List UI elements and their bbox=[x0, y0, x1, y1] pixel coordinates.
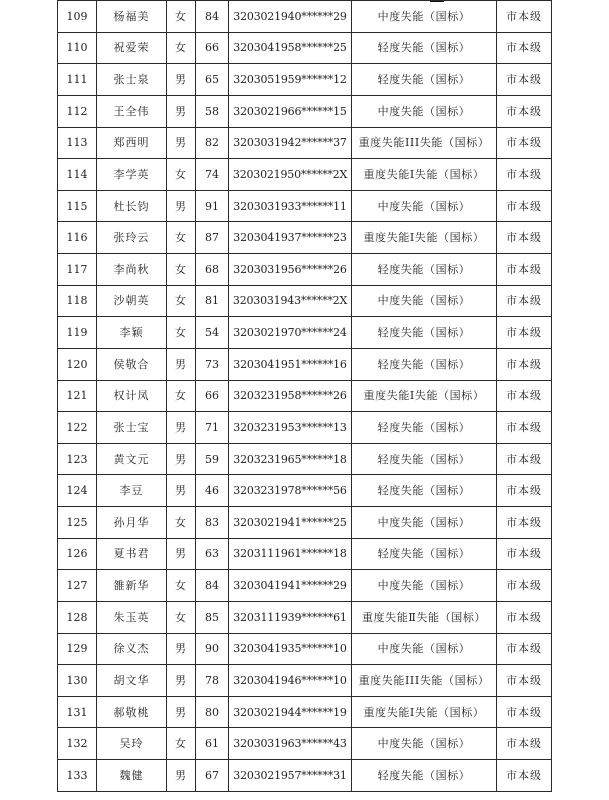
id-number-cell: 3203041937******23 bbox=[229, 222, 352, 254]
jurisdiction-cell: 市本级 bbox=[497, 601, 552, 633]
table-row bbox=[58, 665, 552, 697]
id-number-cell: 3203021970******24 bbox=[229, 317, 352, 349]
jurisdiction-cell: 市本级 bbox=[497, 159, 552, 191]
disability-level-cell: 轻度失能（国标） bbox=[352, 538, 497, 570]
age-cell: 84 bbox=[196, 1, 229, 33]
person-name-cell: 雒新华 bbox=[97, 570, 167, 602]
disability-level-cell: 重度失能Ⅰ失能（国标） bbox=[352, 696, 497, 728]
jurisdiction-cell: 市本级 bbox=[497, 696, 552, 728]
id-number-cell: 3203031943******2X bbox=[229, 285, 352, 317]
row-number-cell: 116 bbox=[58, 222, 97, 254]
row-number-cell: 131 bbox=[58, 696, 97, 728]
disability-level-cell: 中度失能（国标） bbox=[352, 507, 497, 539]
gender-cell: 女 bbox=[167, 1, 196, 33]
table-row bbox=[58, 570, 552, 602]
person-name-cell: 徐义杰 bbox=[97, 633, 167, 665]
id-number-cell: 3203051959******12 bbox=[229, 64, 352, 96]
jurisdiction-cell: 市本级 bbox=[497, 475, 552, 507]
row-number-cell: 119 bbox=[58, 317, 97, 349]
disability-level-cell: 轻度失能（国标） bbox=[352, 32, 497, 64]
table-row bbox=[58, 285, 552, 317]
disability-level-cell: 中度失能（国标） bbox=[352, 285, 497, 317]
table-row bbox=[58, 1, 552, 33]
disability-level-cell: 重度失能III失能（国标） bbox=[352, 665, 497, 697]
age-cell: 68 bbox=[196, 254, 229, 286]
person-name-cell: 黄文元 bbox=[97, 443, 167, 475]
person-name-cell: 张士宝 bbox=[97, 412, 167, 444]
table-row bbox=[58, 127, 552, 159]
table-row bbox=[58, 190, 552, 222]
id-number-cell: 3203231978******56 bbox=[229, 475, 352, 507]
gender-cell: 女 bbox=[167, 159, 196, 191]
jurisdiction-cell: 市本级 bbox=[497, 1, 552, 33]
age-cell: 91 bbox=[196, 190, 229, 222]
id-number-cell: 3203021941******25 bbox=[229, 507, 352, 539]
id-number-cell: 3203041935******10 bbox=[229, 633, 352, 665]
id-number-cell: 3203021957******31 bbox=[229, 760, 352, 792]
age-cell: 90 bbox=[196, 633, 229, 665]
table-row bbox=[58, 95, 552, 127]
table-row bbox=[58, 633, 552, 665]
person-name-cell: 胡文华 bbox=[97, 665, 167, 697]
disability-level-cell: 重度失能Ⅰ失能（国标） bbox=[352, 159, 497, 191]
jurisdiction-cell: 市本级 bbox=[497, 254, 552, 286]
disability-level-cell: 轻度失能（国标） bbox=[352, 443, 497, 475]
table-row bbox=[58, 475, 552, 507]
gender-cell: 女 bbox=[167, 601, 196, 633]
age-cell: 59 bbox=[196, 443, 229, 475]
table-row bbox=[58, 32, 552, 64]
table-row bbox=[58, 348, 552, 380]
disability-list-table bbox=[57, 0, 552, 792]
age-cell: 81 bbox=[196, 285, 229, 317]
person-name-cell: 张士泉 bbox=[97, 64, 167, 96]
age-cell: 84 bbox=[196, 570, 229, 602]
id-number-cell: 3203021966******15 bbox=[229, 95, 352, 127]
age-cell: 65 bbox=[196, 64, 229, 96]
age-cell: 85 bbox=[196, 601, 229, 633]
row-number-cell: 121 bbox=[58, 380, 97, 412]
row-number-cell: 124 bbox=[58, 475, 97, 507]
table-row bbox=[58, 696, 552, 728]
disability-level-cell: 中度失能（国标） bbox=[352, 728, 497, 760]
gender-cell: 女 bbox=[167, 317, 196, 349]
row-number-cell: 126 bbox=[58, 538, 97, 570]
id-number-cell: 3203231958******26 bbox=[229, 380, 352, 412]
id-number-cell: 3203041951******16 bbox=[229, 348, 352, 380]
id-number-cell: 3203041946******10 bbox=[229, 665, 352, 697]
person-name-cell: 王全伟 bbox=[97, 95, 167, 127]
row-number-cell: 120 bbox=[58, 348, 97, 380]
gender-cell: 女 bbox=[167, 254, 196, 286]
age-cell: 73 bbox=[196, 348, 229, 380]
gender-cell: 男 bbox=[167, 760, 196, 792]
row-number-cell: 129 bbox=[58, 633, 97, 665]
age-cell: 80 bbox=[196, 696, 229, 728]
disability-level-cell: 重度失能III失能（国标） bbox=[352, 127, 497, 159]
disability-level-cell: 中度失能（国标） bbox=[352, 190, 497, 222]
age-cell: 74 bbox=[196, 159, 229, 191]
person-name-cell: 李尚秋 bbox=[97, 254, 167, 286]
table-row bbox=[58, 317, 552, 349]
row-number-cell: 113 bbox=[58, 127, 97, 159]
jurisdiction-cell: 市本级 bbox=[497, 507, 552, 539]
jurisdiction-cell: 市本级 bbox=[497, 95, 552, 127]
disability-level-cell: 重度失能Ⅱ失能（国标） bbox=[352, 601, 497, 633]
person-name-cell: 郑西明 bbox=[97, 127, 167, 159]
jurisdiction-cell: 市本级 bbox=[497, 665, 552, 697]
id-number-cell: 3203041958******25 bbox=[229, 32, 352, 64]
gender-cell: 女 bbox=[167, 728, 196, 760]
jurisdiction-cell: 市本级 bbox=[497, 570, 552, 602]
person-name-cell: 李学英 bbox=[97, 159, 167, 191]
id-number-cell: 3203231953******13 bbox=[229, 412, 352, 444]
row-number-cell: 112 bbox=[58, 95, 97, 127]
age-cell: 63 bbox=[196, 538, 229, 570]
row-number-cell: 123 bbox=[58, 443, 97, 475]
age-cell: 46 bbox=[196, 475, 229, 507]
table-row bbox=[58, 254, 552, 286]
age-cell: 78 bbox=[196, 665, 229, 697]
gender-cell: 男 bbox=[167, 443, 196, 475]
age-cell: 71 bbox=[196, 412, 229, 444]
table-row bbox=[58, 64, 552, 96]
person-name-cell: 祝爱荣 bbox=[97, 32, 167, 64]
gender-cell: 女 bbox=[167, 32, 196, 64]
table-body bbox=[58, 1, 552, 792]
gender-cell: 男 bbox=[167, 696, 196, 728]
disability-level-cell: 重度失能Ⅰ失能（国标） bbox=[352, 222, 497, 254]
gender-cell: 男 bbox=[167, 633, 196, 665]
jurisdiction-cell: 市本级 bbox=[497, 538, 552, 570]
jurisdiction-cell: 市本级 bbox=[497, 127, 552, 159]
table-row bbox=[58, 222, 552, 254]
jurisdiction-cell: 市本级 bbox=[497, 348, 552, 380]
row-number-cell: 132 bbox=[58, 728, 97, 760]
gender-cell: 女 bbox=[167, 285, 196, 317]
disability-level-cell: 轻度失能（国标） bbox=[352, 348, 497, 380]
person-name-cell: 吴玲 bbox=[97, 728, 167, 760]
age-cell: 83 bbox=[196, 507, 229, 539]
jurisdiction-cell: 市本级 bbox=[497, 728, 552, 760]
person-name-cell: 杨福美 bbox=[97, 1, 167, 33]
person-name-cell: 侯敬合 bbox=[97, 348, 167, 380]
disability-level-cell: 轻度失能（国标） bbox=[352, 760, 497, 792]
gender-cell: 男 bbox=[167, 127, 196, 159]
table-row bbox=[58, 538, 552, 570]
age-cell: 66 bbox=[196, 32, 229, 64]
row-number-cell: 110 bbox=[58, 32, 97, 64]
jurisdiction-cell: 市本级 bbox=[497, 222, 552, 254]
table-row bbox=[58, 728, 552, 760]
row-number-cell: 118 bbox=[58, 285, 97, 317]
id-number-cell: 3203031933******11 bbox=[229, 190, 352, 222]
table-row bbox=[58, 760, 552, 792]
id-number-cell: 3203021950******2X bbox=[229, 159, 352, 191]
jurisdiction-cell: 市本级 bbox=[497, 317, 552, 349]
row-number-cell: 111 bbox=[58, 64, 97, 96]
row-number-cell: 128 bbox=[58, 601, 97, 633]
gender-cell: 男 bbox=[167, 95, 196, 127]
table-row bbox=[58, 507, 552, 539]
person-name-cell: 权计凤 bbox=[97, 380, 167, 412]
id-number-cell: 3203231965******18 bbox=[229, 443, 352, 475]
jurisdiction-cell: 市本级 bbox=[497, 443, 552, 475]
age-cell: 67 bbox=[196, 760, 229, 792]
age-cell: 82 bbox=[196, 127, 229, 159]
age-cell: 87 bbox=[196, 222, 229, 254]
row-number-cell: 130 bbox=[58, 665, 97, 697]
age-cell: 54 bbox=[196, 317, 229, 349]
gender-cell: 男 bbox=[167, 348, 196, 380]
row-number-cell: 125 bbox=[58, 507, 97, 539]
disability-level-cell: 中度失能（国标） bbox=[352, 633, 497, 665]
gender-cell: 男 bbox=[167, 190, 196, 222]
person-name-cell: 李颖 bbox=[97, 317, 167, 349]
row-number-cell: 117 bbox=[58, 254, 97, 286]
row-number-cell: 114 bbox=[58, 159, 97, 191]
jurisdiction-cell: 市本级 bbox=[497, 190, 552, 222]
gender-cell: 女 bbox=[167, 570, 196, 602]
person-name-cell: 郝敬桃 bbox=[97, 696, 167, 728]
id-number-cell: 3203041941******29 bbox=[229, 570, 352, 602]
row-number-cell: 122 bbox=[58, 412, 97, 444]
jurisdiction-cell: 市本级 bbox=[497, 412, 552, 444]
person-name-cell: 杜长钧 bbox=[97, 190, 167, 222]
disability-level-cell: 轻度失能（国标） bbox=[352, 317, 497, 349]
gender-cell: 男 bbox=[167, 665, 196, 697]
jurisdiction-cell: 市本级 bbox=[497, 633, 552, 665]
gender-cell: 男 bbox=[167, 412, 196, 444]
disability-level-cell: 轻度失能（国标） bbox=[352, 64, 497, 96]
gender-cell: 女 bbox=[167, 380, 196, 412]
id-number-cell: 3203031963******43 bbox=[229, 728, 352, 760]
age-cell: 66 bbox=[196, 380, 229, 412]
id-number-cell: 3203111939******61 bbox=[229, 601, 352, 633]
age-cell: 58 bbox=[196, 95, 229, 127]
person-name-cell: 沙朝英 bbox=[97, 285, 167, 317]
id-number-cell: 3203021944******19 bbox=[229, 696, 352, 728]
disability-level-cell: 中度失能（国标） bbox=[352, 95, 497, 127]
id-number-cell: 3203111961******18 bbox=[229, 538, 352, 570]
gender-cell: 男 bbox=[167, 538, 196, 570]
jurisdiction-cell: 市本级 bbox=[497, 64, 552, 96]
gender-cell: 女 bbox=[167, 507, 196, 539]
table-row bbox=[58, 443, 552, 475]
table-row bbox=[58, 412, 552, 444]
gender-cell: 男 bbox=[167, 475, 196, 507]
gender-cell: 女 bbox=[167, 222, 196, 254]
jurisdiction-cell: 市本级 bbox=[497, 32, 552, 64]
person-name-cell: 孙月华 bbox=[97, 507, 167, 539]
row-number-cell: 127 bbox=[58, 570, 97, 602]
id-number-cell: 3203021940******29 bbox=[229, 1, 352, 33]
id-number-cell: 3203031956******26 bbox=[229, 254, 352, 286]
row-number-cell: 109 bbox=[58, 1, 97, 33]
row-number-cell: 133 bbox=[58, 760, 97, 792]
jurisdiction-cell: 市本级 bbox=[497, 380, 552, 412]
jurisdiction-cell: 市本级 bbox=[497, 760, 552, 792]
disability-level-cell: 轻度失能（国标） bbox=[352, 412, 497, 444]
disability-level-cell: 重度失能Ⅰ失能（国标） bbox=[352, 380, 497, 412]
person-name-cell: 朱玉英 bbox=[97, 601, 167, 633]
person-name-cell: 张玲云 bbox=[97, 222, 167, 254]
table-row bbox=[58, 380, 552, 412]
disability-level-cell: 中度失能（国标） bbox=[352, 570, 497, 602]
jurisdiction-cell: 市本级 bbox=[497, 285, 552, 317]
table-row bbox=[58, 159, 552, 191]
id-number-cell: 3203031942******37 bbox=[229, 127, 352, 159]
person-name-cell: 夏书君 bbox=[97, 538, 167, 570]
disability-level-cell: 中度失能（国标） bbox=[352, 1, 497, 33]
disability-level-cell: 轻度失能（国标） bbox=[352, 254, 497, 286]
age-cell: 61 bbox=[196, 728, 229, 760]
gender-cell: 男 bbox=[167, 64, 196, 96]
person-name-cell: 李豆 bbox=[97, 475, 167, 507]
person-name-cell: 魏健 bbox=[97, 760, 167, 792]
disability-level-cell: 轻度失能（国标） bbox=[352, 475, 497, 507]
row-number-cell: 115 bbox=[58, 190, 97, 222]
table-row bbox=[58, 601, 552, 633]
